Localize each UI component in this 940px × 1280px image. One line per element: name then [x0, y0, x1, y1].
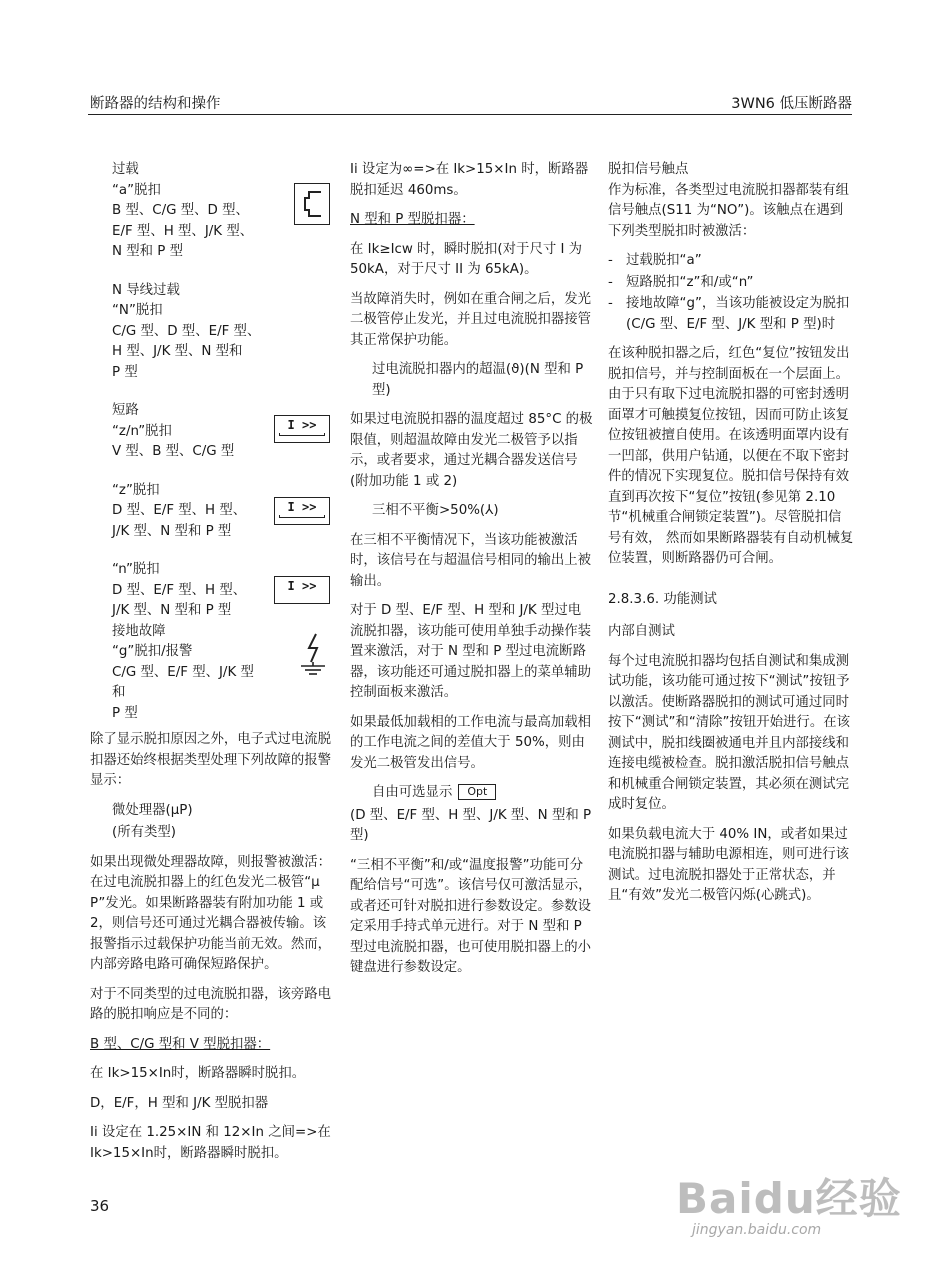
paragraph: 三相不平衡>50%(⅄)	[372, 503, 499, 518]
header-title-left: 断路器的结构和操作	[90, 96, 221, 112]
trip-line: D 型、E/F 型、H 型、	[112, 582, 247, 598]
trip-line: J/K 型、N 型和 P 型	[112, 523, 232, 539]
column-3	[608, 160, 854, 916]
trip-line: J/K 型、N 型和 P 型	[112, 603, 232, 618]
n-trip-icon	[274, 576, 330, 604]
trip-overload	[112, 181, 336, 263]
paragraph: 对于不同类型的过电流脱扣器，该旁路电路的脱扣响应是不同的：	[90, 986, 332, 1022]
short-heading: 短路	[112, 403, 139, 418]
list-item	[608, 273, 854, 294]
subheading: B 型、C/G 型和 V 型脱扣器：	[90, 1036, 271, 1052]
list-dash: -	[608, 274, 613, 290]
trip-line: 接地故障	[112, 623, 166, 639]
baidu-watermark	[676, 1166, 916, 1256]
trip-line: E/F 型、H 型、J/K 型、	[112, 223, 254, 239]
symbol-text: I >>	[287, 579, 317, 593]
trip-line: “a”脱扣	[112, 182, 161, 198]
trip-short	[112, 401, 336, 463]
trip-line: N 导线过载	[112, 282, 180, 298]
subheading: N 型和 P 型脱扣器：	[350, 212, 475, 227]
symbol-text: I >>	[287, 418, 317, 432]
trip-line: B 型、C/G 型、D 型、	[112, 203, 249, 218]
list-item-text: 过载脱扣“a”	[626, 253, 702, 268]
paragraph: (D 型、E/F 型、H 型、J/K 型、N 型和 P 型)	[350, 807, 592, 843]
trip-line: “N”脱扣	[112, 303, 163, 318]
trip-line: P 型	[112, 364, 138, 380]
short-circuit-trip-icon	[274, 415, 330, 443]
paragraph: 在该种脱扣器之后，红色“复位”按钮发出脱扣信号，并与控制面板在一个层面上。由于只有取下过电流脱扣器的可密封透明面罩才可触摸复位按钮，因而可防止该复位按钮被擅自使用。在该透明面罩内设有一凹部，供用户钻通，以便在不取下密封件的情况下实现复位。脱扣信号保持有效直到再次按下“复位”按钮(参见第 2.10 节“机械重合闸锁定装置”)。尽管脱扣信号有效， 然而如果断路器装有自动机械复位装置，则断路器仍可合闸。	[608, 346, 854, 566]
overload-trip-icon	[294, 183, 330, 225]
overload-heading: 过载	[112, 162, 139, 177]
opt-label: 自由可选显示	[372, 785, 453, 800]
paragraph: 对于 D 型、E/F 型、H 型和 J/K 型过电流脱扣器，该功能可使用单独手动操作装置来激活，对于 N 型和 P 型过电流断路器，该功能还可通过脱扣器上的菜单辅助控制面板来激活。	[350, 603, 592, 700]
trip-line: P 型	[112, 705, 138, 721]
paragraph: 每个过电流脱扣器均包括自测试和集成测试功能，该功能可通过按下“测试”按钮予以激活。使断路器脱扣的测试可通过同时按下“测试”和“清除”按钮开始进行。在该测试中，脱扣线圈被通电并且内部接线和连接电缆被检查。脱扣激活脱扣信号触点和机械重合闸锁定装置，其必须在测试完成时复位。	[608, 653, 850, 812]
page-number: 36	[90, 1197, 110, 1215]
paragraph: 当故障消失时，例如在重合闸之后，发光二极管停止发光，并且过电流脱扣器接管其正常保护功能。	[350, 291, 592, 348]
z-trip-icon	[274, 497, 330, 525]
subheading: 脱扣信号触点	[608, 162, 689, 177]
list-item-text: 短路脱扣“z”和/或“n”	[626, 274, 754, 290]
paragraph: 在 Ik≥Icw 时，瞬时脱扣(对于尺寸 I 为 50kA，对于尺寸 II 为 65kA)。	[350, 241, 583, 277]
header-title-right: 3WN6 低压断路器	[731, 96, 852, 112]
paragraph: 在三相不平衡情况下，当该功能被激活时，该信号在与超温信号相同的输出上被输出。	[350, 532, 592, 589]
trip-line: “g”脱扣/报警	[112, 644, 193, 659]
trip-line: “z/n”脱扣	[112, 423, 172, 439]
header-rule	[88, 114, 852, 115]
opt-indicator-icon: Opt	[458, 784, 496, 800]
paragraph: 如果最低加载相的工作电流与最高加载相的工作电流之间的差值大于 50%，则由发光二极管发出信号。	[350, 714, 592, 771]
trip-n-overload	[112, 281, 336, 384]
list-item	[608, 294, 854, 335]
subheading: 内部自测试	[608, 624, 675, 639]
paragraph: Ii 设定为∞=>在 Ik>15×In 时，断路器脱扣延迟 460ms。	[350, 162, 589, 198]
trip-line: “z”脱扣	[112, 482, 160, 498]
optional-display-row	[372, 783, 594, 804]
trip-z	[112, 481, 336, 543]
paragraph: 如果负载电流大于 40% IN，或者如果过电流脱扣器与辅助电源相连，则可进行该测试。过电流脱扣器处于正常状态，并且“有效”发光二极管闪烁(心跳式)。	[608, 826, 850, 903]
symbol-text: I >>	[287, 499, 317, 514]
trip-line: N 型和 P 型	[112, 244, 184, 259]
paragraph: 如果过电流脱扣器的温度超过 85°C 的极限值，则超温故障由发光二极管予以指示，或者要求，通过光耦合器发送信号(附加功能 1 或 2)	[350, 412, 593, 489]
trip-line: V 型、B 型、C/G 型	[112, 444, 235, 459]
trip-line: H 型、J/K 型、N 型和	[112, 344, 243, 359]
column-2	[350, 160, 594, 988]
trip-n	[112, 560, 336, 622]
section-heading: 2.8.3.6. 功能测试	[608, 591, 717, 607]
list-dash: -	[608, 253, 613, 268]
paragraph: 除了显示脱扣原因之外，电子式过电流脱扣器还始终根据类型处理下列故障的报警显示：	[90, 732, 332, 788]
subheading: D，E/F，H 型和 J/K 型脱扣器	[90, 1095, 269, 1111]
paragraph: 微处理器(μP)	[112, 802, 193, 818]
ground-fault-icon	[296, 632, 330, 680]
baidu-logo: Baidu经验	[676, 1174, 902, 1223]
trip-line: C/G 型、D 型、E/F 型、	[112, 323, 261, 339]
trip-line: D 型、E/F 型、H 型、	[112, 503, 247, 518]
list-item	[608, 251, 854, 272]
paragraph: Ii 设定在 1.25×IN 和 12×In 之间=>在 Ik>15×In时，断路器瞬时脱扣。	[90, 1125, 331, 1161]
paragraph: “三相不平衡”和/或“温度报警”功能可分配给信号“可选”。该信号仅可激活显示，或者还可针对脱扣进行参数设定。参数设定采用手持式单元进行。对于 N 型和 P 型过电流脱扣器，也可使用脱扣器上的小键盘进行参数设定。	[350, 857, 592, 975]
list-item-text: 接地故障“g”，当该功能被设定为脱扣(C/G 型、E/F 型、J/K 型和 P 型)时	[626, 296, 850, 332]
list-dash: -	[608, 296, 613, 311]
paragraph: (所有类型)	[112, 825, 177, 840]
trip-line: “n”脱扣	[112, 562, 160, 577]
paragraph: 在 Ik>15×In时，断路器瞬时脱扣。	[90, 1066, 306, 1081]
trip-ground	[112, 622, 336, 725]
trip-line: C/G 型、E/F 型、J/K 型和	[112, 664, 254, 700]
paragraph: 过电流脱扣器内的超温(ϑ)(N 型和 P 型)	[372, 362, 584, 398]
paragraph: 作为标准，各类型过电流脱扣器都装有组信号触点(S11 为“NO”)。该触点在遇到下列类型脱扣时被激活：	[608, 182, 850, 239]
paragraph: 如果出现微处理器故障，则报警被激活：在过电流脱扣器上的红色发光二极管“μP”发光。如果断路器装有附加功能 1 或 2，则信号还可通过光耦合器被传输。该报警指示过载保护功能当前无效。然而，内部旁路电路可确保短路保护。	[90, 854, 332, 972]
column-1	[90, 160, 336, 1173]
watermark-url: jingyan.baidu.com	[692, 1222, 822, 1238]
